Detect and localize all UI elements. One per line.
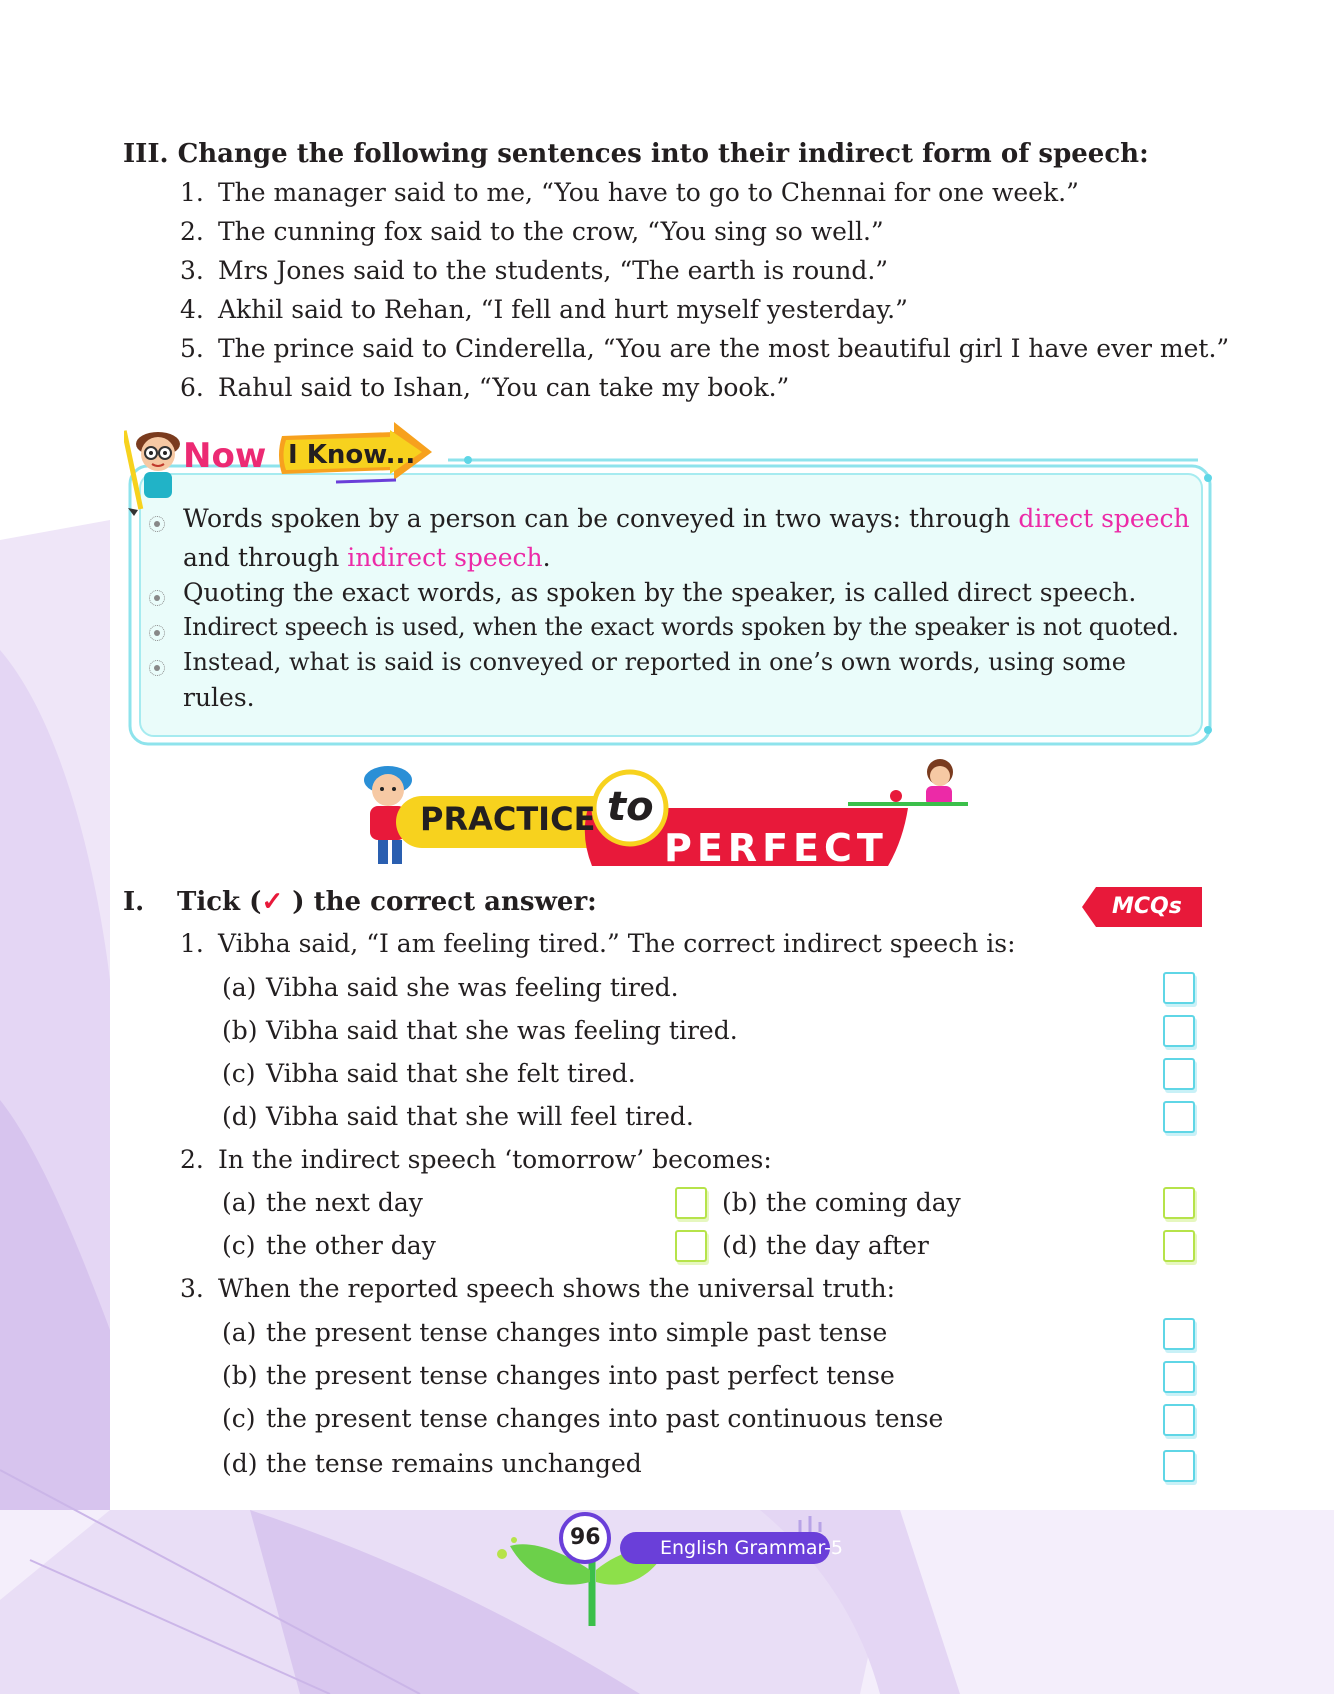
tick-icon: ✓ [261, 887, 284, 917]
option-text: Vibha said that she was feeling tired. [266, 1016, 738, 1045]
mcqs-badge: MCQs [1112, 894, 1182, 919]
book-title: English Grammar-5 [660, 1537, 844, 1559]
bullet-icon [149, 590, 165, 606]
list-item [180, 373, 789, 402]
footer-plant-graphic [490, 1510, 850, 1630]
option-text: Vibha said that she felt tired. [266, 1059, 636, 1088]
to-label: to [607, 784, 654, 830]
option [722, 1188, 961, 1217]
question-text: When the reported speech shows the universal truth: [218, 1274, 896, 1303]
now-i-know-bullet-1-cont [183, 543, 551, 572]
option-text: Vibha said that she will feel tired. [266, 1102, 694, 1131]
item-number: 5. [180, 334, 204, 363]
option [222, 1016, 738, 1045]
answer-checkbox[interactable] [1163, 972, 1195, 1004]
item-number: 4. [180, 295, 204, 324]
option-label: (b) [722, 1188, 758, 1217]
now-i-know-bullet-3: Indirect speech is used, when the exact words spoken by the speaker is not quoted. [183, 613, 1179, 641]
option-text: Vibha said she was feeling tired. [266, 973, 679, 1002]
option-text: the next day [266, 1188, 423, 1217]
option-label: (a) [222, 1318, 257, 1347]
option-label: (a) [222, 973, 257, 1002]
question-2 [180, 1145, 772, 1174]
item-number: 1. [180, 178, 204, 207]
now-i-know-bullet-4: Instead, what is said is conveyed or reported in one’s own words, using some [183, 648, 1126, 676]
answer-checkbox[interactable] [1163, 1187, 1195, 1219]
question-text: In the indirect speech ‘tomorrow’ becomes: [218, 1145, 772, 1174]
now-i-know-bullet-4-cont: rules. [183, 683, 255, 712]
boy-mascot-icon [124, 424, 188, 516]
option [222, 1361, 895, 1390]
option [722, 1231, 929, 1260]
direct-speech-term: direct speech [1018, 504, 1190, 533]
option-label: (d) [722, 1231, 758, 1260]
item-text: The manager said to me, “You have to go to Chennai for one week.” [218, 178, 1079, 207]
bullet-icon [149, 660, 165, 676]
section-1-roman: I. [123, 887, 145, 917]
option-label: (c) [222, 1404, 256, 1433]
item-number: 6. [180, 373, 204, 402]
option-label: (d) [222, 1102, 258, 1131]
answer-checkbox[interactable] [1163, 1361, 1195, 1393]
answer-checkbox[interactable] [1163, 1015, 1195, 1047]
question-number: 3. [180, 1274, 204, 1303]
now-i-know-bullet-1 [183, 504, 1190, 533]
list-item [180, 217, 884, 246]
option-text: the present tense changes into past continuous tense [266, 1404, 944, 1433]
answer-checkbox[interactable] [1163, 1318, 1195, 1350]
option-label: (c) [222, 1231, 256, 1260]
bullet-icon [149, 516, 165, 532]
option-text: the present tense changes into simple past tense [266, 1318, 888, 1347]
heading-text: ) the correct answer: [283, 887, 597, 917]
question-number: 2. [180, 1145, 204, 1174]
page-number: 96 [570, 1525, 601, 1550]
heading-text: Tick ( [177, 887, 262, 917]
bullet-icon [149, 625, 165, 641]
option [222, 1059, 636, 1088]
option-text: the present tense changes into past perfect tense [266, 1361, 895, 1390]
option-label: (b) [222, 1361, 258, 1390]
list-item [180, 178, 1079, 207]
option-text: the other day [266, 1231, 436, 1260]
answer-checkbox[interactable] [1163, 1058, 1195, 1090]
bullet-text: and through [183, 543, 348, 572]
option-label: (d) [222, 1449, 258, 1478]
answer-checkbox[interactable] [1163, 1450, 1195, 1482]
answer-checkbox[interactable] [1163, 1101, 1195, 1133]
option [222, 1318, 887, 1347]
answer-checkbox[interactable] [675, 1187, 707, 1219]
answer-checkbox[interactable] [675, 1230, 707, 1262]
option [222, 1102, 694, 1131]
question-text: Vibha said, “I am feeling tired.” The correct indirect speech is: [218, 929, 1016, 958]
answer-checkbox[interactable] [1163, 1230, 1195, 1262]
option-text: the day after [766, 1231, 929, 1260]
option [222, 1449, 642, 1478]
bullet-text: . [542, 543, 551, 572]
question-3 [180, 1274, 895, 1303]
practice-label: PRACTICE [420, 800, 596, 838]
list-item [180, 295, 908, 324]
item-text: Akhil said to Rehan, “I fell and hurt myself yesterday.” [218, 295, 908, 324]
option-text: the tense remains unchanged [266, 1449, 642, 1478]
answer-checkbox[interactable] [1163, 1404, 1195, 1436]
now-title: Now [183, 436, 267, 476]
option-text: the coming day [766, 1188, 961, 1217]
i-know-title: I Know... [288, 440, 416, 470]
item-text: Mrs Jones said to the students, “The earth is round.” [218, 256, 889, 285]
option [222, 973, 679, 1002]
option [222, 1231, 436, 1260]
question-number: 1. [180, 929, 204, 958]
indirect-speech-term: indirect speech [347, 543, 543, 572]
option [222, 1404, 943, 1433]
item-text: The prince said to Cinderella, “You are the most beautiful girl I have ever met.” [218, 334, 1230, 363]
question-1 [180, 929, 1016, 958]
option-label: (a) [222, 1188, 257, 1217]
section-3-heading: III. Change the following sentences into their indirect form of speech: [123, 139, 1149, 169]
now-i-know-bullet-2: Quoting the exact words, as spoken by the speaker, is called direct speech. [183, 578, 1137, 607]
item-text: Rahul said to Ishan, “You can take my book.” [218, 373, 790, 402]
item-text: The cunning fox said to the crow, “You sing so well.” [218, 217, 884, 246]
item-number: 2. [180, 217, 204, 246]
bullet-text: Words spoken by a person can be conveyed in two ways: through [183, 504, 1019, 533]
item-number: 3. [180, 256, 204, 285]
option-label: (b) [222, 1016, 258, 1045]
list-item [180, 334, 1229, 363]
perfect-label: PERFECT [664, 826, 888, 870]
option [222, 1188, 423, 1217]
section-1-heading [177, 887, 597, 917]
list-item [180, 256, 888, 285]
option-label: (c) [222, 1059, 256, 1088]
